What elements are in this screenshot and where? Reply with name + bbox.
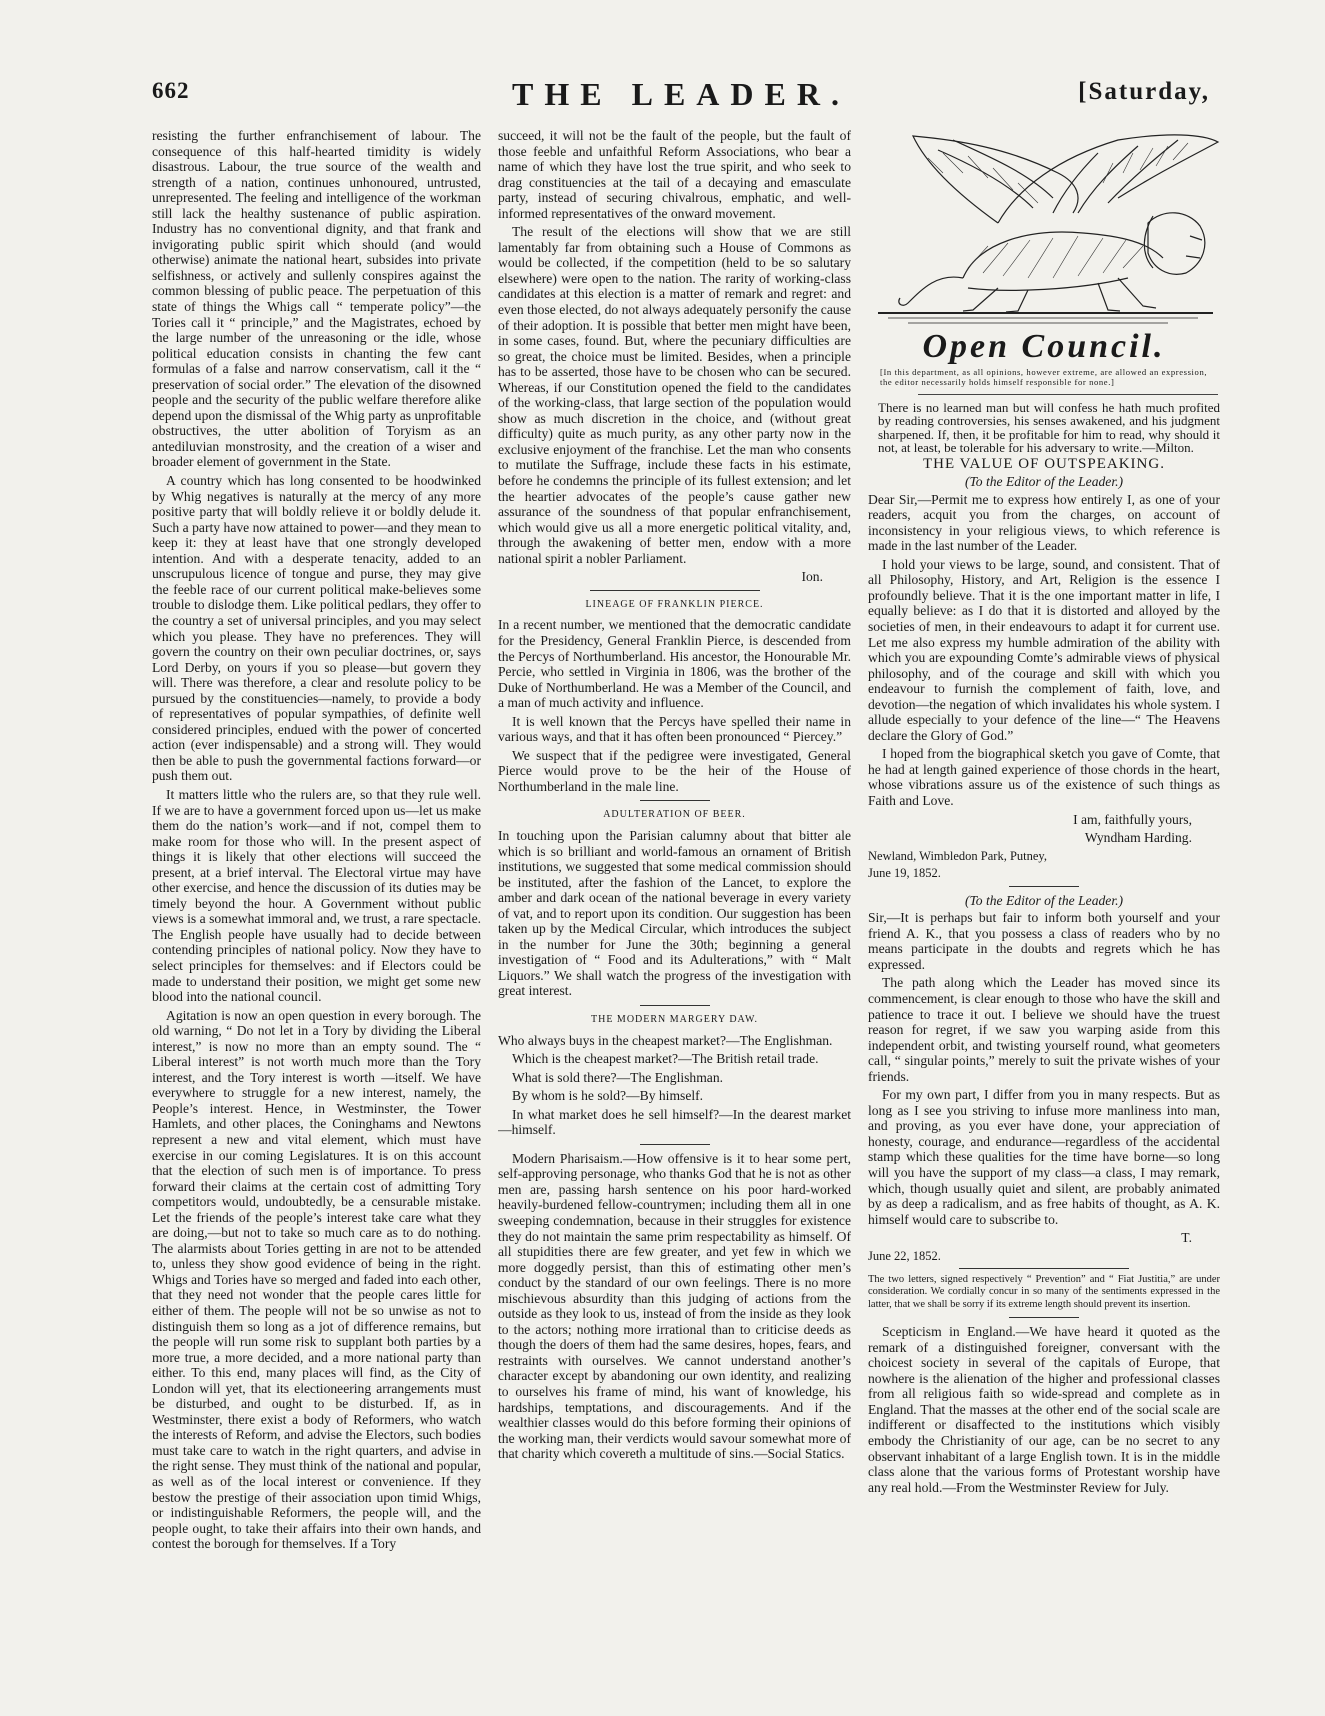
department-note: [In this department, as all opinions, however extreme, are allowed an expression, the editor necessarily holds himself responsible for none.] [880,366,1208,388]
article-paragraph: In touching upon the Parisian calumny about that bitter ale which is so brilliant and world-famous an ornament of British institutions, we suggested that some medical commission should be instituted, after the fashion of the Lancet, to explore the amber and dark ocean of the national beverage in every variety of vat, and to report upon its condition. Our suggestion has been taken up by the Medical Circular, which introduces the subject in the number for June the 30th; beginning a general investigation of “ Food and its Adulterations,” with “ Malt Liquors.” We shall watch the progress of the investigation with great interest. [498,827,851,999]
section-divider [640,1144,710,1145]
article-paragraph: It is well known that the Percys have spelled their name in various ways, and that it has often been pronounced “ Piercey.” [498,713,851,745]
letter-paragraph: For my own part, I differ from you in many respects. But as long as I see you striving to infuse more manliness into man, and proving, as you ever have done, your appreciation of honesty, courage, and endurance—regardless of the accidental stamp which these qualities for the time have borne—so long will you have the support of my class—a class, I may remark, which, though usually quiet and silent, are probably animated by as deep a radicalism, and as free habits of thought, as A. K. himself would care to subscribe to. [868,1087,1220,1227]
article-paragraph: It matters little who the rulers are, so that they rule well. If we are to have a government forced upon us—let us make them do the nation’s work—and if not, compel them to make room for those who will. In the present aspect of things it is likely that other elections will succeed the present, at a brief interval. The Electoral virtue may have other exercise, and hence the discussion of its duties may be timely beyond the hour. A Government without public views is a somewhat immoral and, we trust, a rare spectacle. The English people have usually had to decide between contending principles of national policy. Now they have to select principles for themselves: and if Electors could be made to understand their position, we might get some new blood into the national council. [152,786,481,1005]
article-paragraph: We suspect that if the pedigree were investigated, General Pierce would prove to be the heir of the House of Northumberland in the male line. [498,747,851,794]
letter-paragraph: I hold your views to be large, sound, and consistent. That of all Philosophy, History, and Art, Religion is the essence I profoundly believe. That it is the one important matter in life, I equally believe: as I do that it is distorted and alloyed by the societies of men, in their endeavours to adapt it for current use. Let me also express my humble admiration of the ability with which you are expounding Comte’s admirable views of physical philosophy, and of the courage and skill with which you endeavour to furnish the complement of faith, love, and devotion—the negation of which invalidates his whole system. I allude especially to your defence of the line—“ The Heavens declare the Glory of God.” [868,556,1220,743]
section-divider [590,590,760,591]
newspaper-title: THE LEADER. [512,76,850,112]
article-paragraph: A country which has long consented to be hoodwinked by Whig negatives is naturally at the mercy of any more positive party that will boldly relieve it or boldly delude it. Such a party have now attained to power—and they mean to keep it: they at least have that one strongly developed intention. And with a desperate tenacity, added to an unscrupulous licence of tongue and purse, they may give the feeble race of our current political make-believes some trouble to dislodge them. Like political pedlars, they offer to the country a set of universal principles, and you may select which you please. They have no preferences. They will govern the country on their own peculiar doctrines, or, says Lord Derby, on yours if you so please—but govern they will. There was therefore, a clear and resolute policy to be pursued by the constituencies—namely, to provide a body of representatives of popular sympathies, of definite well considered principles, endued with the power of concerted action (ever indispensable) and a strong will. They would then be able to push the governmental factions forward—or push them out. [152,473,481,784]
letter-paragraph: Sir,—It is perhaps but fair to inform both yourself and your friend A. K., that you possess a class of readers who by no means participate in the doubts and regrets which he has expressed. [868,910,1220,972]
section-heading: LINEAGE OF FRANKLIN PIERCE. [585,598,764,610]
catechism-line: By whom is he sold?—By himself. [512,1088,704,1104]
article-paragraph: succeed, it will not be the fault of the people, but the fault of those feeble and unfaithful Reform Associations, who bear a name of which they have lost the true spirit, and who seek to drag constituencies at the tail of a decaying and emasculate party, instead of securing chivalrous, emphatic, and well-informed representatives of the onward movement. [498,128,851,221]
editor-note: The two letters, signed respectively “ Prevention” and “ Fiat Justitia,” are under consideration. We cordially concur in so many of the sentiments expressed in the latter, that we shall be sorry if its extreme length should prevent its insertion. [868,1273,1220,1310]
section-divider [640,1005,710,1006]
letter-date: June 22, 1852. [868,1248,941,1263]
catechism-line: What is sold there?—The Englishman. [512,1069,724,1085]
header-day: [Saturday, [1078,78,1210,105]
letter-date: June 19, 1852. [868,865,941,880]
letter-closing: I am, faithfully yours, [1073,811,1192,827]
author-signature: Ion. [801,569,823,585]
letter-signature: T. [1181,1230,1192,1246]
page-number: 662 [152,78,190,103]
section-heading: ADULTERATION OF BEER. [603,809,746,821]
section-divider [959,1268,1129,1269]
letter-signature: Wyndham Harding. [1084,830,1192,846]
letter-paragraph: Dear Sir,—Permit me to express how entirely I, as one of your readers, acquit you from the charges, on account of inconsistency in your religious views, to which reference is made in the last number of the Leader. [868,491,1220,554]
section-divider [1009,1317,1079,1318]
catechism-line: Who always buys in the cheapest market?—The Englishman. [498,1032,833,1048]
letter-address: Newland, Wimbledon Park, Putney, [868,848,1047,863]
article-paragraph: Agitation is now an open question in every borough. The old warning, “ Do not let in a Tory by dividing the Liberal interest,” is now no more than an empty sound. The “ Liberal interest” is not worth much more than the Tory interest, and the Tory interest is worth —itself. We have everywhere to struggle for a new interest, namely, the People’s interest. Hence, in Westminster, the Tower Hamlets, and other places, the Coninghams and Newtons represent a new and vital element, which must have exercise in our coming Legislatures. It is on this account that the election of such men is of importance. To press forward their claims at the certain cost of admitting Tory competitors would, undoubtedly, be a censurable mistake. Let the friends of the people’s interest take care what they are doing,—but not to take so much care as to do nothing. The alarmists about Tories getting in are not to be attended to, unless they show good evidence of being in the right. Whigs and Tories have so merged and faded into each other, that they need not wonder that the people cares little for either of them. The people will not be so unwise as not to distinguish them so long as a jot of difference remains, but the people will run some risk to supplant both parties by a more true, a more decided, and a more national party than either. To this end, many places will find, as the City of London will yet, that its electioneering arrangements must be disturbed, and ought to be disturbed. If, as in Westminster, there exist a body of Reformers, who watch the interests of Reform, and advise the Electors, such bodies must take care to watch in the right quarters, and advise in the right sense. They must think of the national and popular, as well as of the local interest or convenience. If they bestow the prestige of their association upon timid Whigs, or indistinguishable Reformers, the people will, and the people ought, to take their affairs into their own hands, and contest the borough for themselves. If a Tory [152,1007,481,1552]
section-divider [918,394,1218,395]
article-paragraph: In a recent number, we mentioned that the democratic candidate for the Presidency, General Franklin Pierce, is descended from the Percys of Northumberland. His ancestor, the Honourable Mr. Percie, who settled in Virginia in 1806, was the brother of the Duke of Northumberland. He was a Member of the Council, and a man of much activity and influence. [498,617,851,711]
column-1 [152,128,481,1623]
article-paragraph: The result of the elections will show that we are still lamentably far from obtaining such a House of Commons as would be collected, if the competition (held to be so salutary elsewhere) were open to the nation. The rarity of working-class candidates at this election is a matter of remark and regret: and even those elected, do not always adequately personify the cause of their adoption. It is possible that better men might have been, in some cases, found. But, where the pecuniary difficulties are so great, the choice must be limited. Besides, when a principle has to be asserted, those have to be chosen who can be secured. Whereas, if our Constitution opened the field to the candidates of the working-class, that large section of the population would show as much discretion in the choice, and (without great difficulty) quite as much purity, as any other party now in the exclusive enjoyment of the franchise. Let the man who consents to mutilate the Suffrage, include these facts in his estimate, before he condemns the principle of its fullest extension; and let the heartier advocates of the people’s cause gather new assurance of the soundness of that popular enfranchisement, which would give us all a more energetic political vitality, and, through the awakening of better men, endow with a more national spirit a nobler Parliament. [498,224,851,566]
milton-epigraph: There is no learned man but will confess he hath much profited by reading controversies, his senses awakened, and his judgment sharpened. If, then, it be profitable for him to read, why should it not, at least, be tolerable for his adversary to write.—Milton. [878,399,1220,456]
letter-address-line: (To the Editor of the Leader.) [964,474,1124,490]
section-divider [1009,886,1079,887]
winged-lion-engraving [868,128,1220,333]
letter-title: THE VALUE OF OUTSPEAKING. [923,455,1165,472]
catechism-line: Which is the cheapest market?—The British retail trade. [512,1051,819,1067]
open-council-title: Open Council. [922,328,1166,365]
letter-address-line: (To the Editor of the Leader.) [964,892,1124,908]
letter-paragraph: I hoped from the biographical sketch you gave of Comte, that he had at length gained experience of those chords in the heart, whose vibrations assure us of the existence of such things as Faith and Love. [868,746,1220,809]
section-divider [640,800,710,801]
column-3 [868,128,1220,1623]
section-heading: THE MODERN MARGERY DAW. [590,1013,759,1025]
letter-paragraph: The path along which the Leader has moved since its commencement, is clear enough to those who have the skill and patience to trace it out. I believe we should have the truest reason for regret, if we saw you warping aside from this independent orbit, and twisting yourself round, what geometers call, “ singular points,” merely to suit the private wishes of your friends. [868,975,1220,1084]
article-paragraph: resisting the further enfranchisement of labour. The consequence of this half-hearted timidity is widely disastrous. Labour, the true source of the wealth and strength of a nation, continues unhonoured, untrusted, unrepresented. The feeling and intelligence of the workman still lack the healthy sustenance of public aspiration. Industry has no conventional dignity, and that frank and invigorating public spirit which should (and would otherwise) animate the national heart, subsides into private selfishness, or actively and sullenly conspires against the common blessing of public peace. The perpetuation of this state of things the Whigs call “ temperate policy”—the Tories call it “ principle,” and the Magistrates, echoed by the large number of the unreasoning or the idle, whose political education consists in chanting the few cant formulas of a false and narrow conservatism, call it the “ preservation of social order.” The elevation of the disowned people and the security of the public welfare therefore alike depend upon the dismissal of the Whig party as unprofitable obstructives, the utter abolition of Toryism as an antediluvian monstrosity, and the creation of a wiser and broader element of government in the State. [152,128,481,470]
column-2 [498,128,851,1623]
page-header [152,78,1210,118]
article-paragraph: Scepticism in England.—We have heard it quoted as the remark of a distinguished foreigner, conversant with the choicest society in several of the capitals of Europe, that nowhere is the alienation of the higher and professional classes from all religious faith so wide-spread and complete as in England. That the masses at the other end of the social scale are indifferent or disaffected to the institutions which visibly embody the Christianity of our age, can be no secret to any observant inhabitant of a large English town. It is in the middle class alone that the various forms of Protestant worship have any real hold.—From the Westminster Review for July. [868,1324,1220,1495]
article-paragraph: Modern Pharisaism.—How offensive is it to hear some pert, self-approving personage, who thanks God that he is not as other men are, passing harsh sentence on his poor hard-worked heavily-burdened fellow-countrymen; including them all in one sweeping condemnation, because in their struggles for existence they do not maintain the same prim respectability as himself. Of all stupidities there are few greater, and yet few in which we more doggedly persist, than this of estimating other men’s conduct by the standard of our own feelings. There is no more mischievous absurdity than this judging of actions from the outside as they look to us, instead of from the inside as they look to the actors; nothing more irrational than to criticise deeds as though the doers of them had the same desires, hopes, fears, and restraints with ourselves. We cannot understand another’s character except by abandoning our own identity, and realizing to ourselves his frame of mind, his want of knowledge, his hardships, temptations, and discouragements. And if the wealthier classes would do this before forming their opinions of the working man, their verdicts would savour somewhat more of that charity which covereth a multitude of sins.—Social Statics. [498,1150,851,1462]
catechism-line: In what market does he sell himself?—In the dearest market—himself. [498,1106,851,1138]
